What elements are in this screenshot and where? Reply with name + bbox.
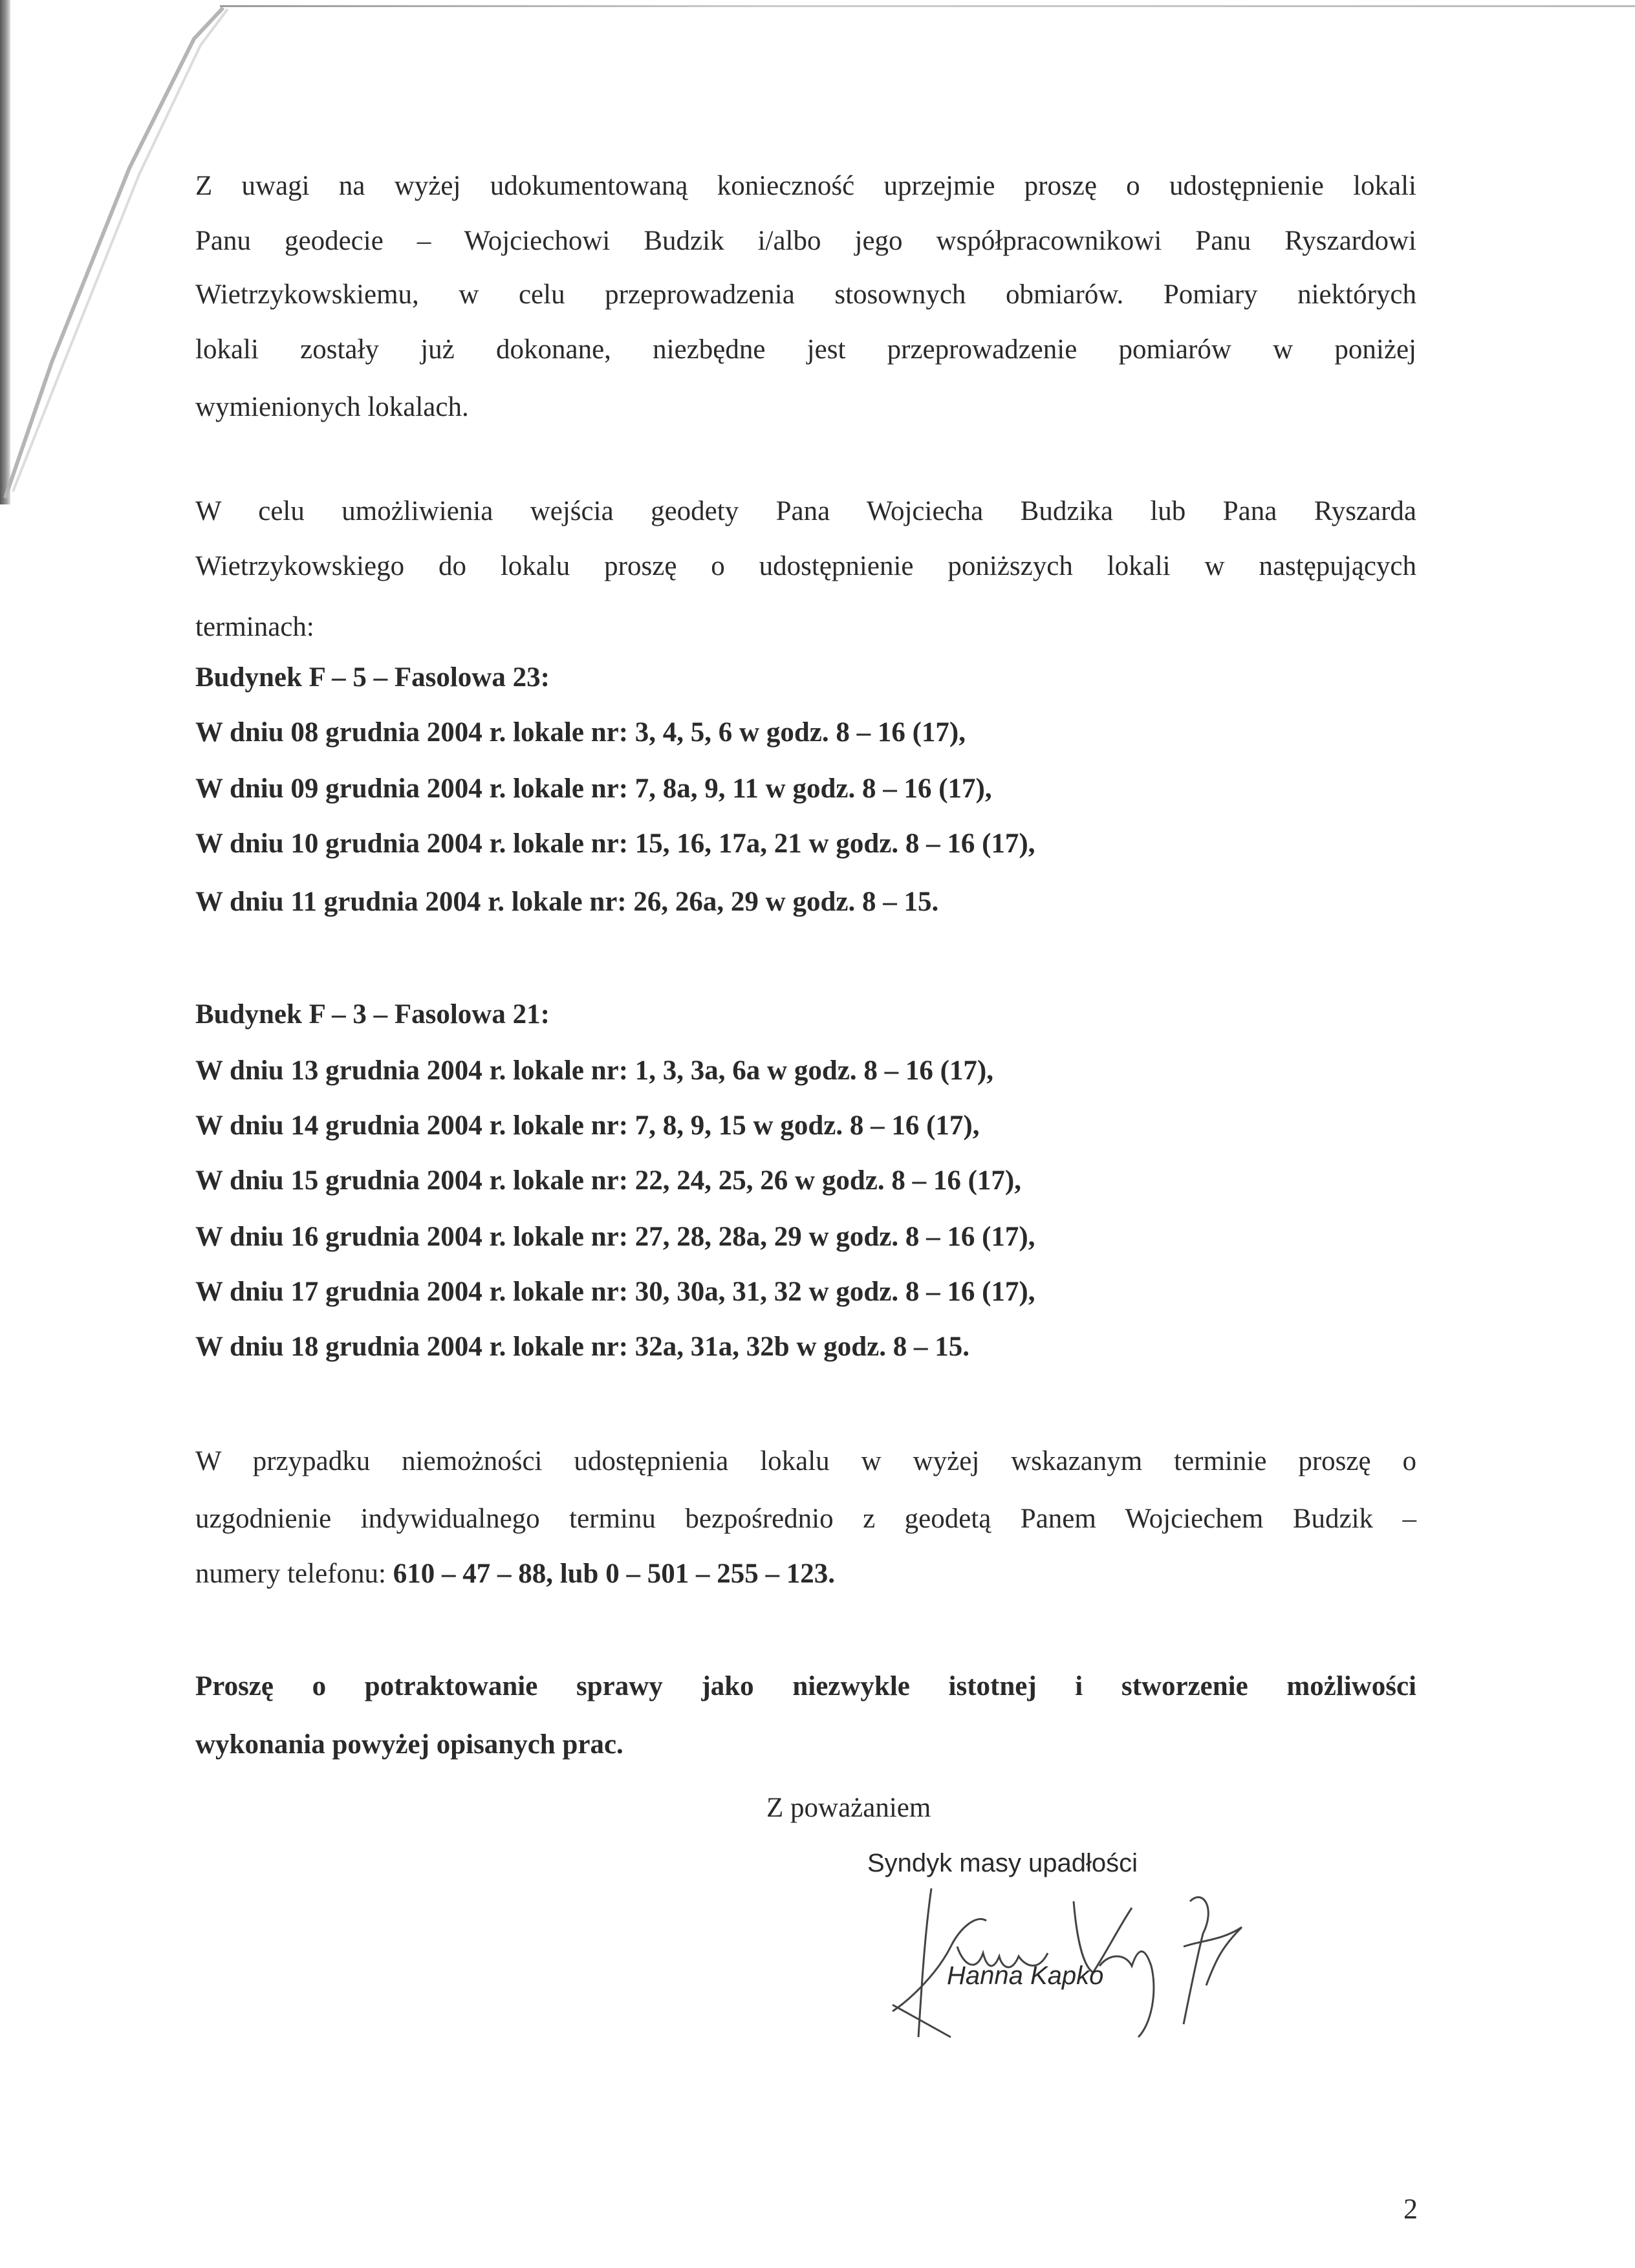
schedule-row: W dniu 09 grudnia 2004 r. lokale nr: 7, 8a, 9, 11 w godz. 8 – 16 (17), (195, 773, 992, 804)
schedule-row: W dniu 10 grudnia 2004 r. lokale nr: 15, 16, 17a, 21 w godz. 8 – 16 (17), (195, 828, 1035, 859)
schedule-row: W dniu 08 grudnia 2004 r. lokale nr: 3, 4, 5, 6 w godz. 8 – 16 (17), (195, 717, 966, 748)
signatory-title: Syndyk masy upadłości (867, 1849, 1138, 1877)
paragraph1-line: Wietrzykowskiemu, w celu przeprowadzenia stosownych obmiarów. Pomiary niektórych (195, 279, 1416, 310)
schedule-row: W dniu 14 grudnia 2004 r. lokale nr: 7, 8, 9, 15 w godz. 8 – 16 (17), (195, 1110, 980, 1141)
paragraph2-line: W celu umożliwienia wejścia geodety Pana Wojciecha Budzika lub Pana Ryszarda (195, 496, 1416, 526)
schedule-row: W dniu 17 grudnia 2004 r. lokale nr: 30, 30a, 31, 32 w godz. 8 – 16 (17), (195, 1277, 1035, 1307)
page-number: 2 (1403, 2193, 1418, 2225)
schedule-row: W dniu 13 grudnia 2004 r. lokale nr: 1, 3, 3a, 6a w godz. 8 – 16 (17), (195, 1055, 993, 1086)
building-heading: Budynek F – 3 – Fasolowa 21: (195, 999, 550, 1030)
schedule-row: W dniu 18 grudnia 2004 r. lokale nr: 32a, 31a, 32b w godz. 8 – 15. (195, 1332, 970, 1362)
paragraph2-line: Wietrzykowskiego do lokalu proszę o udostępnienie poniższych lokali w następujących (195, 551, 1416, 581)
paragraph1-line: lokali zostały już dokonane, niezbędne jest przeprowadzenie pomiarów w poniżej (195, 334, 1416, 365)
schedule-row: W dniu 15 grudnia 2004 r. lokale nr: 22, 24, 25, 26 w godz. 8 – 16 (17), (195, 1165, 1021, 1196)
closing-request-line: wykonania powyżej opisanych prac. (195, 1729, 623, 1760)
signatory-name: Hanna Kapko (947, 1961, 1104, 1990)
building-heading: Budynek F – 5 – Fasolowa 23: (195, 662, 550, 693)
paragraph2-line: terminach: (195, 612, 314, 642)
paragraph3-line: W przypadku niemożności udostępnienia lokalu w wyżej wskazanym terminie proszę o (195, 1446, 1416, 1476)
phone-line (195, 1555, 1416, 1593)
paragraph1-line: Panu geodecie – Wojciechowi Budzik i/albo jego współpracownikowi Panu Ryszardowi (195, 226, 1416, 256)
phone-label: numery telefonu: (195, 1559, 386, 1589)
paragraph3-line: uzgodnienie indywidualnego terminu bezpośrednio z geodetą Panem Wojciechem Budzik – (195, 1504, 1416, 1534)
schedule-row: W dniu 16 grudnia 2004 r. lokale nr: 27, 28, 28a, 29 w godz. 8 – 16 (17), (195, 1222, 1035, 1252)
scan-edge (0, 0, 10, 504)
paragraph1-line: Z uwagi na wyżej udokumentowaną konieczność uprzejmie proszę o udostępnienie lokali (195, 171, 1416, 201)
paragraph1-line: wymienionych lokalach. (195, 392, 469, 422)
schedule-row: W dniu 11 grudnia 2004 r. lokale nr: 26, 26a, 29 w godz. 8 – 15. (195, 887, 939, 917)
closing-request-line: Proszę o potraktowanie sprawy jako niezwykle istotnej i stworzenie możliwości (195, 1671, 1416, 1701)
phone-numbers: 610 – 47 – 88, lub 0 – 501 – 255 – 123. (393, 1559, 835, 1589)
scan-edge-top (220, 5, 1635, 7)
salutation: Z poważaniem (766, 1793, 931, 1823)
